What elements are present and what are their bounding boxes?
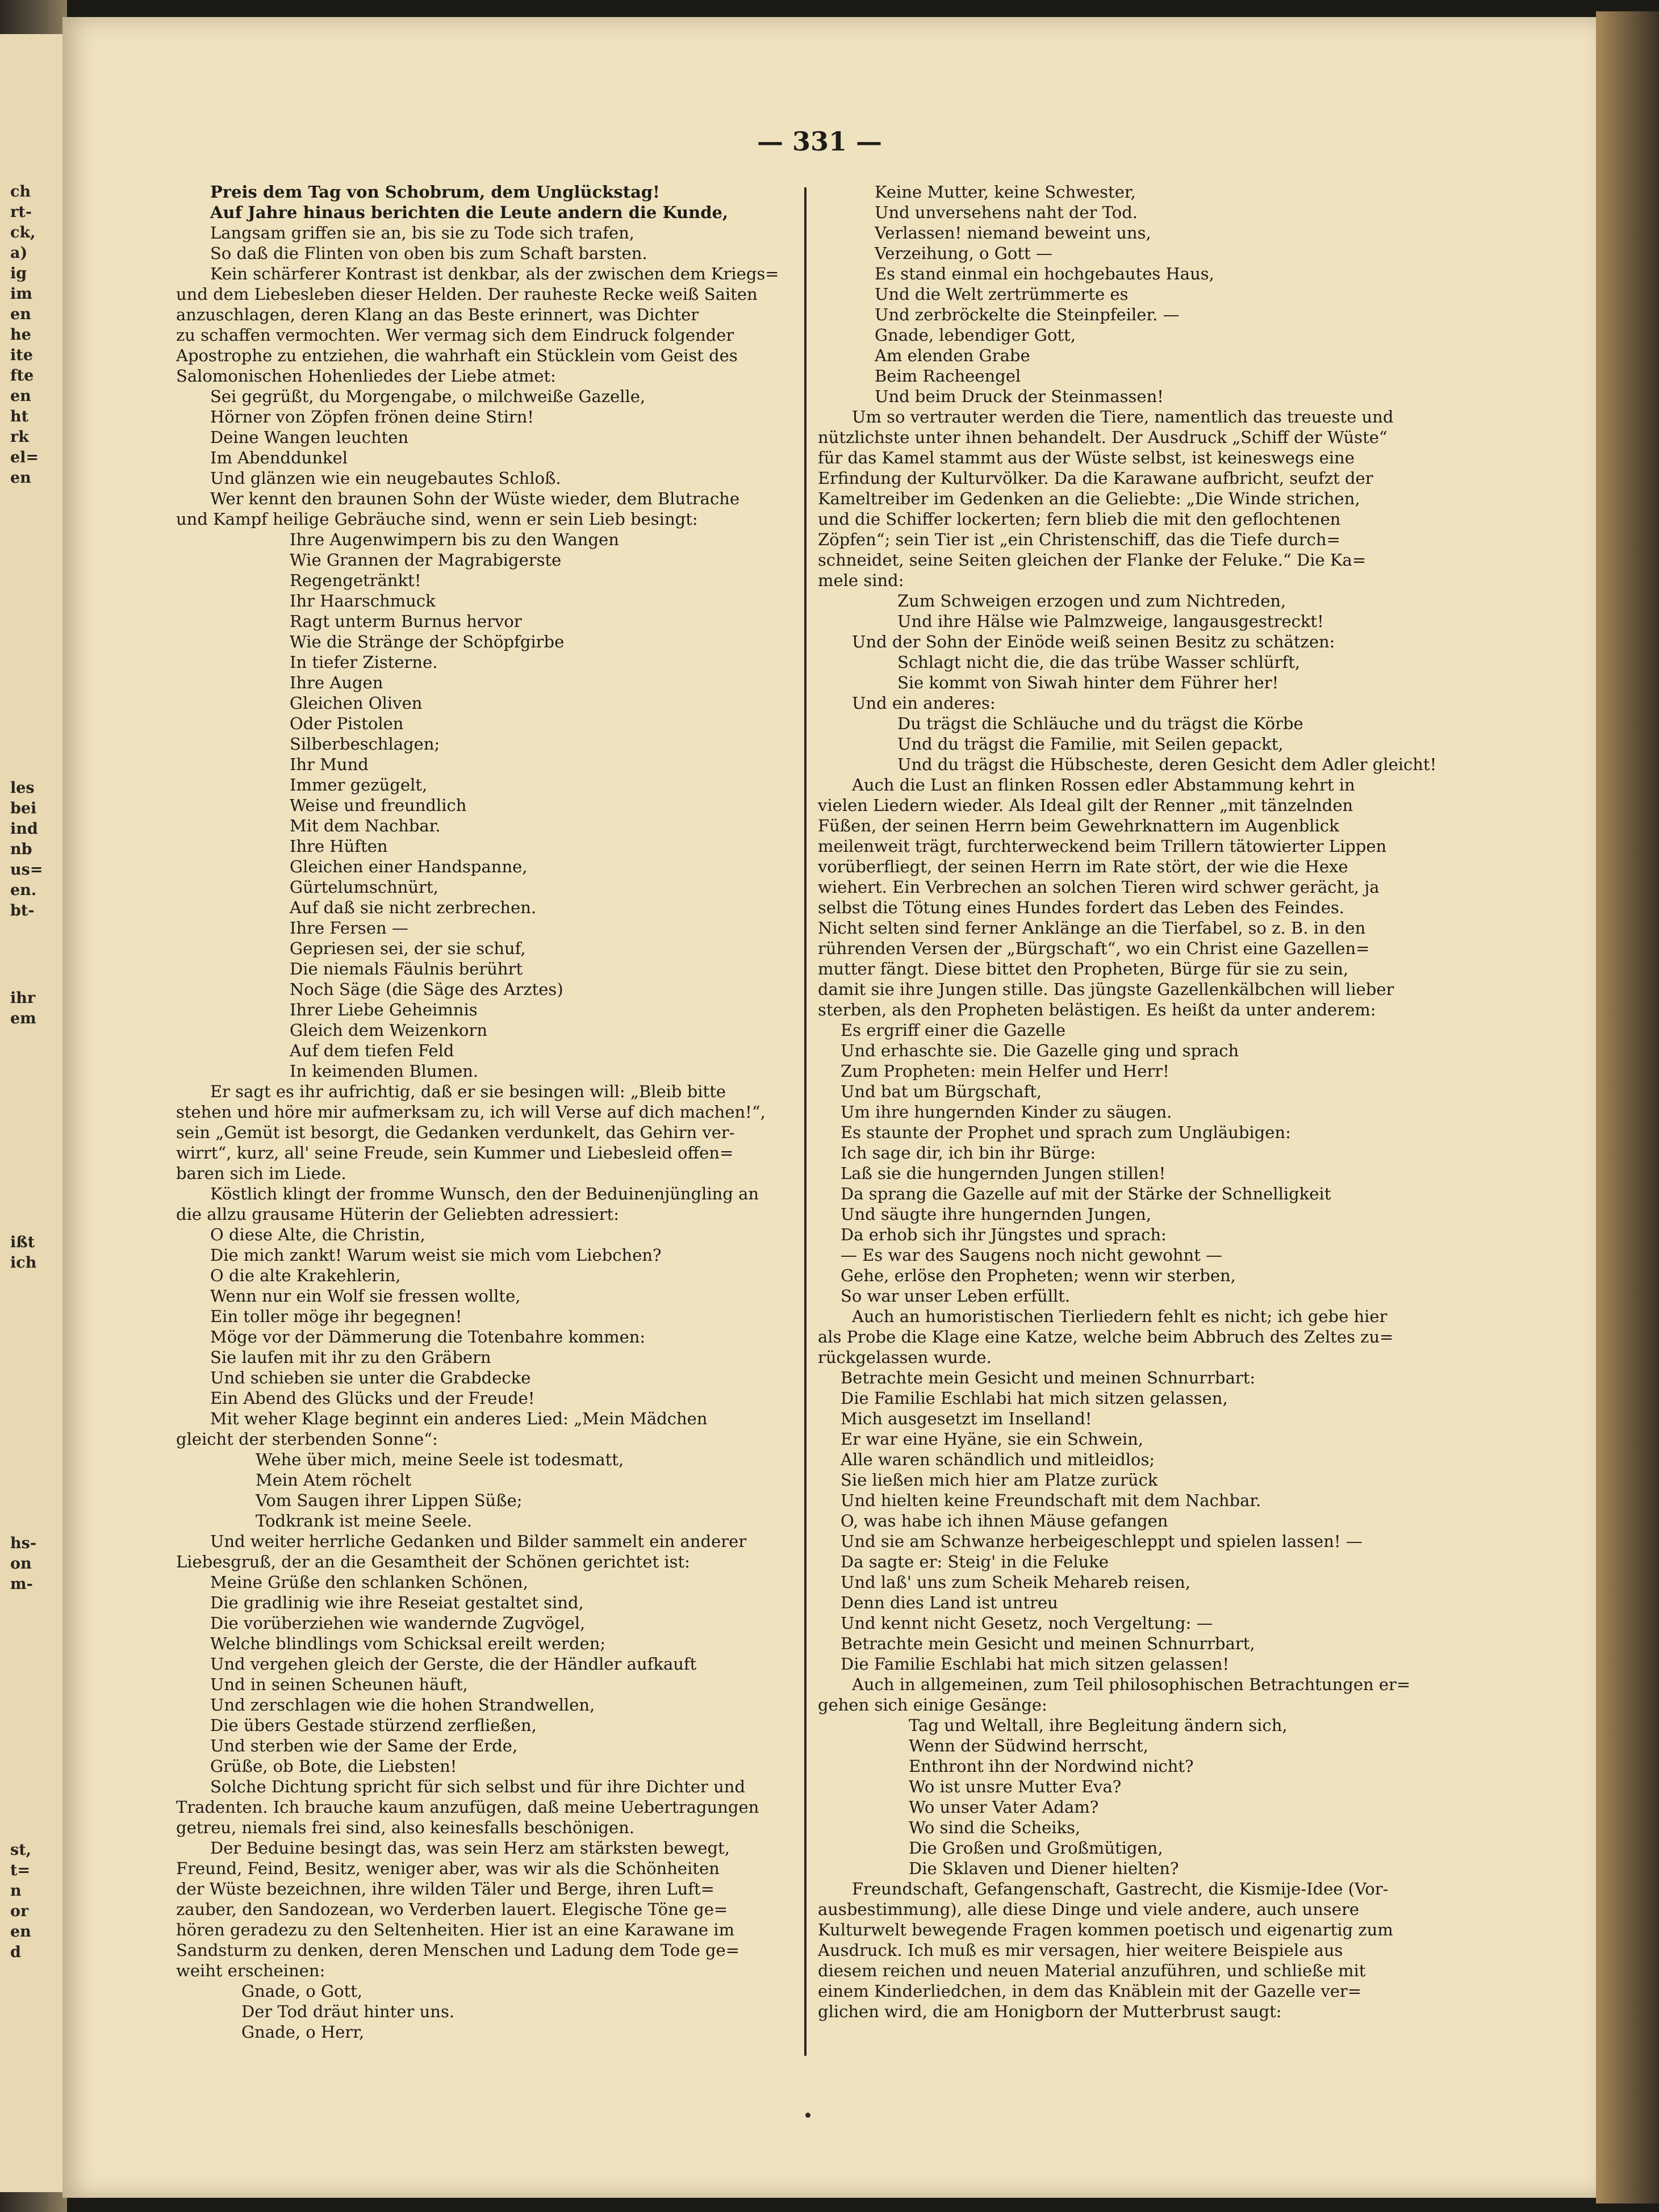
- fragment-line: ind: [10, 820, 38, 838]
- text-line: schneidet, seine Seiten gleichen der Flanke der Feluke.“ Die Ka=: [818, 550, 1367, 570]
- text-line: Wer kennt den braunen Sohn der Wüste wieder, dem Blutrache: [210, 489, 740, 508]
- text-line: rührenden Versen der „Bürgschaft“, wo ein Christ eine Gazellen=: [818, 939, 1370, 958]
- fragment-line: nb: [10, 841, 32, 858]
- text-line: Oder Pistolen: [290, 714, 404, 733]
- text-line: Vom Saugen ihrer Lippen Süße;: [256, 1491, 523, 1510]
- text-line: Und du trägst die Hübscheste, deren Gesicht dem Adler gleicht!: [897, 755, 1437, 774]
- text-line: Wie Grannen der Magrabigerste: [290, 550, 562, 570]
- fragment-line: n: [10, 1882, 22, 1900]
- text-line: Mit weher Klage beginnt ein anderes Lied: „Mein Mädchen: [210, 1409, 708, 1428]
- text-line: Ihre Fersen —: [290, 918, 408, 938]
- text-line: Alle waren schändlich und mitleidlos;: [841, 1450, 1155, 1469]
- fragment-line: en: [10, 1923, 31, 1941]
- fragment-line: im: [10, 285, 32, 303]
- text-line: Und beim Druck der Steinmassen!: [875, 387, 1164, 406]
- text-line: weiht erscheinen:: [176, 1961, 325, 1980]
- text-line: Du trägst die Schläuche und du trägst die Körbe: [897, 714, 1303, 733]
- text-line: rückgelassen wurde.: [818, 1348, 992, 1367]
- text-line: Deine Wangen leuchten: [210, 428, 409, 447]
- text-line: mele sind:: [818, 571, 904, 590]
- fragment-line: el=: [10, 449, 39, 466]
- fragment-line: ig: [10, 265, 27, 282]
- text-line: zauber, den Sandozean, wo Verderben lauert. Elegische Töne ge=: [176, 1900, 728, 1919]
- text-line: Noch Säge (die Säge des Arztes): [290, 980, 563, 999]
- fragment-line: us=: [10, 861, 43, 879]
- text-line: Die Familie Eschlabi hat mich sitzen gelassen,: [841, 1389, 1228, 1408]
- text-line: nützlichste unter ihnen behandelt. Der Ausdruck „Schiff der Wüste“: [818, 428, 1388, 447]
- text-line: Todkrank ist meine Seele.: [256, 1511, 473, 1531]
- text-line: Und der Sohn der Einöde weiß seinen Besitz zu schätzen:: [852, 632, 1335, 651]
- text-line: sein „Gemüt ist besorgt, die Gedanken verdunkelt, das Gehirn ver-: [176, 1123, 735, 1142]
- text-line: Da sagte er: Steig' in die Feluke: [841, 1552, 1109, 1571]
- fragment-line: ite: [10, 346, 33, 364]
- text-line: Zöpfen“; sein Tier ist „ein Christenschiff, das die Tiefe durch=: [818, 530, 1340, 549]
- text-line: Am elenden Grabe: [875, 346, 1030, 365]
- text-line: Verzeihung, o Gott —: [875, 244, 1052, 263]
- text-line: So war unser Leben erfüllt.: [841, 1286, 1071, 1306]
- text-line: Wenn nur ein Wolf sie fressen wollte,: [210, 1286, 521, 1306]
- text-line: Denn dies Land ist untreu: [841, 1593, 1058, 1612]
- right-column: [818, 182, 1443, 2056]
- text-line: einem Kinderliedchen, in dem das Knäblein mit der Gazelle ver=: [818, 1981, 1362, 2001]
- text-line: Auch in allgemeinen, zum Teil philosophischen Betrachtungen er=: [852, 1675, 1411, 1694]
- text-line: Und unversehens naht der Tod.: [875, 203, 1138, 222]
- column-divider: [804, 187, 806, 2056]
- text-line: Und du trägst die Familie, mit Seilen gepackt,: [897, 734, 1284, 754]
- text-line: die allzu grausame Hüterin der Geliebten adressiert:: [176, 1205, 619, 1224]
- text-line: Ihre Augenwimpern bis zu den Wangen: [290, 530, 619, 549]
- text-line: Preis dem Tag von Schobrum, dem Unglückstag!: [210, 182, 660, 202]
- text-line: Mich ausgesetzt im Inselland!: [841, 1409, 1092, 1428]
- fragment-line: rt-: [10, 203, 32, 221]
- text-line: Und vergehen gleich der Gerste, die der Händler aufkauft: [210, 1654, 697, 1674]
- fragment-line: ht: [10, 408, 29, 425]
- text-line: Köstlich klingt der fromme Wunsch, den der Beduinenjüngling an: [210, 1184, 759, 1203]
- text-line: Kulturwelt bewegende Fragen kommen poetisch und eigenartig zum: [818, 1920, 1393, 1939]
- text-line: Ausdruck. Ich muß es mir versagen, hier weitere Beispiele aus: [818, 1941, 1343, 1960]
- text-line: Gehe, erlöse den Propheten; wenn wir sterben,: [841, 1266, 1236, 1285]
- text-line: Gleichen Oliven: [290, 693, 423, 713]
- fragment-line: m-: [10, 1575, 33, 1593]
- text-line: Gnade, o Gott,: [241, 1981, 363, 2001]
- fragment-line: on: [10, 1555, 32, 1573]
- text-line: Weise und freundlich: [290, 796, 467, 815]
- text-line: Da sprang die Gazelle auf mit der Stärke der Schnelligkeit: [841, 1184, 1331, 1203]
- fragment-line: t=: [10, 1862, 31, 1879]
- fragment-line: ißt: [10, 1233, 35, 1251]
- text-line: Die gradlinig wie ihre Reseiat gestaltet sind,: [210, 1593, 584, 1612]
- text-line: Zum Propheten: mein Helfer und Herr!: [841, 1061, 1169, 1081]
- previous-page-fragment: [10, 1840, 31, 1963]
- fragment-line: en: [10, 469, 31, 487]
- text-line: Und zerschlagen wie die hohen Strandwellen,: [210, 1695, 595, 1715]
- text-line: Erfindung der Kulturvölker. Da die Karawane aufbricht, seufzt der: [818, 469, 1373, 488]
- text-line: Auf daß sie nicht zerbrechen.: [290, 898, 537, 917]
- text-line: Sandsturm zu denken, deren Menschen und Ladung dem Tode ge=: [176, 1941, 740, 1960]
- text-line: In tiefer Zisterne.: [290, 653, 438, 672]
- text-line: Apostrophe zu entziehen, die wahrhaft ein Stücklein vom Geist des: [176, 346, 738, 365]
- text-line: Wie die Stränge der Schöpfgirbe: [290, 632, 565, 651]
- text-line: Langsam griffen sie an, bis sie zu Tode sich trafen,: [210, 223, 635, 242]
- text-line: Und laß' uns zum Scheik Mehareb reisen,: [841, 1573, 1191, 1592]
- text-line: Ihr Mund: [290, 755, 369, 774]
- text-line: mutter fängt. Diese bittet den Propheten, Bürge für sie zu sein,: [818, 959, 1349, 979]
- fragment-line: en: [10, 387, 31, 405]
- text-line: Tradenten. Ich brauche kaum anzufügen, daß meine Uebertragungen: [176, 1797, 759, 1817]
- text-line: Zum Schweigen erzogen und zum Nichtreden,: [897, 591, 1286, 611]
- fragment-line: bt-: [10, 902, 35, 919]
- text-line: Schlagt nicht die, die das trübe Wasser schlürft,: [897, 653, 1301, 672]
- text-line: Und die Welt zertrümmerte es: [875, 285, 1129, 304]
- text-line: Nicht selten sind ferner Anklänge an die Tierfabel, so z. B. in den: [818, 918, 1366, 938]
- fragment-line: les: [10, 779, 35, 797]
- text-line: Der Tod dräut hinter uns.: [241, 2002, 455, 2021]
- text-line: Möge vor der Dämmerung die Totenbahre kommen:: [210, 1327, 646, 1347]
- text-line: In keimenden Blumen.: [290, 1061, 479, 1081]
- fragment-line: ck,: [10, 224, 36, 241]
- text-line: Die Großen und Großmütigen,: [909, 1838, 1163, 1858]
- fragment-line: em: [10, 1010, 36, 1027]
- text-line: Und weiter herrliche Gedanken und Bilder sammelt ein anderer: [210, 1532, 747, 1551]
- text-line: Auf dem tiefen Feld: [290, 1041, 454, 1060]
- fragment-line: or: [10, 1902, 29, 1920]
- text-line: Im Abenddunkel: [210, 448, 348, 467]
- text-line: Tag und Weltall, ihre Begleitung ändern sich,: [909, 1716, 1288, 1735]
- text-line: Die mich zankt! Warum weist sie mich vom Liebchen?: [210, 1245, 662, 1265]
- text-line: Meine Grüße den schlanken Schönen,: [210, 1573, 528, 1592]
- text-line: glichen wird, die am Honigborn der Mutterbrust saugt:: [818, 2002, 1282, 2021]
- text-line: Die Sklaven und Diener hielten?: [909, 1859, 1179, 1878]
- text-line: Sei gegrüßt, du Morgengabe, o milchweiße Gazelle,: [210, 387, 646, 406]
- text-line: baren sich im Liede.: [176, 1164, 346, 1183]
- text-line: Er war eine Hyäne, sie ein Schwein,: [841, 1429, 1143, 1449]
- text-line: Mein Atem röchelt: [256, 1470, 412, 1490]
- fragment-line: en: [10, 306, 31, 323]
- text-line: Und zerbröckelte die Steinpfeiler. —: [875, 305, 1180, 324]
- text-line: Auf Jahre hinaus berichten die Leute andern die Kunde,: [210, 203, 729, 222]
- ink-dot: [805, 2113, 810, 2118]
- text-line: Es staunte der Prophet und sprach zum Ungläubigen:: [841, 1123, 1291, 1142]
- text-line: O, was habe ich ihnen Mäuse gefangen: [841, 1511, 1168, 1531]
- text-line: anzuschlagen, deren Klang an das Beste erinnert, was Dichter: [176, 305, 699, 324]
- page-stack-edge-right: [1596, 11, 1659, 2203]
- fragment-line: ch: [10, 183, 31, 200]
- text-line: Da erhob sich ihr Jüngstes und sprach:: [841, 1225, 1167, 1244]
- text-line: meilenweit trägt, furchterweckend beim Trillern tätowierter Lippen: [818, 837, 1387, 856]
- text-line: Solche Dichtung spricht für sich selbst und für ihre Dichter und: [210, 1777, 746, 1796]
- text-line: Kein schärferer Kontrast ist denkbar, als der zwischen dem Kriegs=: [210, 264, 779, 283]
- text-line: O diese Alte, die Christin,: [210, 1225, 425, 1244]
- text-line: Und ihre Hälse wie Palmzweige, langausgestreckt!: [897, 612, 1324, 631]
- text-line: Gleich dem Weizenkorn: [290, 1021, 488, 1040]
- text-line: als Probe die Klage eine Katze, welche beim Abbruch des Zeltes zu=: [818, 1327, 1394, 1347]
- text-line: gehen sich einige Gesänge:: [818, 1695, 1047, 1715]
- text-line: Die niemals Fäulnis berührt: [290, 959, 523, 979]
- text-line: Grüße, ob Bote, die Liebsten!: [210, 1757, 457, 1776]
- text-line: Sie kommt von Siwah hinter dem Führer her!: [897, 673, 1279, 692]
- text-line: Und hielten keine Freundschaft mit dem Nachbar.: [841, 1491, 1261, 1510]
- text-line: damit sie ihre Jungen stille. Das jüngste Gazellenkälbchen will lieber: [818, 980, 1394, 999]
- text-line: Um so vertrauter werden die Tiere, namentlich das treueste und: [852, 407, 1394, 426]
- text-line: Sie laufen mit ihr zu den Gräbern: [210, 1348, 491, 1367]
- fragment-line: en.: [10, 881, 37, 899]
- fragment-line: rk: [10, 428, 29, 446]
- text-line: Und erhaschte sie. Die Gazelle ging und sprach: [841, 1041, 1239, 1060]
- text-line: Betrachte mein Gesicht und meinen Schnurrbart:: [841, 1368, 1256, 1387]
- text-line: Ihr Haarschmuck: [290, 591, 436, 611]
- fragment-line: he: [10, 326, 31, 344]
- text-line: Gürtelumschnürt,: [290, 877, 438, 897]
- fragment-line: ihr: [10, 989, 36, 1007]
- text-line: ausbestimmung), alle diese Dinge und viele andere, auch unsere: [818, 1900, 1359, 1919]
- text-line: Regengetränkt!: [290, 571, 421, 590]
- text-line: Und kennt nicht Gesetz, noch Vergeltung: —: [841, 1613, 1213, 1633]
- fragment-line: fte: [10, 367, 34, 384]
- text-line: Ihre Hüften: [290, 837, 388, 856]
- left-column: [176, 182, 801, 2056]
- text-line: Wehe über mich, meine Seele ist todesmatt,: [256, 1450, 624, 1469]
- text-line: Hörner von Zöpfen frönen deine Stirn!: [210, 407, 534, 426]
- text-line: Und glänzen wie ein neugebautes Schloß.: [210, 469, 561, 488]
- text-line: Gepriesen sei, der sie schuf,: [290, 939, 526, 958]
- text-line: Wo ist unsre Mutter Eva?: [909, 1777, 1122, 1796]
- text-line: Ich sage dir, ich bin ihr Bürge:: [841, 1143, 1096, 1163]
- text-line: Und ein anderes:: [852, 693, 996, 713]
- text-line: Und bat um Bürgschaft,: [841, 1082, 1042, 1101]
- text-line: So daß die Flinten von oben bis zum Schaft barsten.: [210, 244, 647, 263]
- text-line: gleicht der sterbenden Sonne“:: [176, 1429, 438, 1449]
- text-line: Ein Abend des Glücks und der Freude!: [210, 1389, 535, 1408]
- text-line: Keine Mutter, keine Schwester,: [875, 182, 1136, 202]
- fragment-line: st,: [10, 1841, 32, 1859]
- text-line: und dem Liebesleben dieser Helden. Der rauheste Recke weiß Saiten: [176, 285, 758, 304]
- text-line: Ihre Augen: [290, 673, 383, 692]
- text-line: selbst die Tötung eines Hundes fordert das Leben des Feindes.: [818, 898, 1344, 917]
- text-line: Ein toller möge ihr begegnen!: [210, 1307, 462, 1326]
- text-line: Ihrer Liebe Geheimnis: [290, 1000, 478, 1019]
- text-line: Und schieben sie unter die Grabdecke: [210, 1368, 531, 1387]
- fragment-line: d: [10, 1943, 21, 1961]
- text-line: Welche blindlings vom Schicksal ereilt werden;: [210, 1634, 606, 1653]
- text-line: Und säugte ihre hungernden Jungen,: [841, 1205, 1152, 1224]
- text-line: sterben, als den Propheten belästigen. Es heißt da unter anderem:: [818, 1000, 1376, 1019]
- text-line: Und sterben wie der Same der Erde,: [210, 1736, 518, 1755]
- text-line: wiehert. Ein Verbrechen an solchen Tieren wird schwer gerächt, ja: [818, 877, 1380, 897]
- text-line: zu schaffen vermochten. Wer vermag sich dem Eindruck folgender: [176, 325, 734, 345]
- fragment-line: hs-: [10, 1534, 37, 1552]
- text-line: Verlassen! niemand beweint uns,: [875, 223, 1151, 242]
- text-line: getreu, niemals frei sind, also keinesfalls beschönigen.: [176, 1818, 634, 1837]
- text-line: Der Beduine besingt das, was sein Herz am stärksten bewegt,: [210, 1838, 730, 1858]
- text-line: Die Familie Eschlabi hat mich sitzen gelassen!: [841, 1654, 1230, 1674]
- text-line: Gnade, lebendiger Gott,: [875, 325, 1076, 345]
- text-line: Gleichen einer Handspanne,: [290, 857, 528, 876]
- text-line: Auch die Lust an flinken Rossen edler Abstammung kehrt in: [852, 775, 1355, 795]
- text-line: Wo sind die Scheiks,: [909, 1818, 1081, 1837]
- text-line: Kameltreiber im Gedenken an die Geliebte: „Die Winde strichen,: [818, 489, 1360, 508]
- text-line: Beim Racheengel: [875, 366, 1021, 386]
- fragment-line: bei: [10, 800, 37, 817]
- text-line: und Kampf heilige Gebräuche sind, wenn er sein Lieb besingt:: [176, 509, 698, 529]
- text-line: vorüberfliegt, der seinen Herrn im Rate stört, der wie die Hexe: [818, 857, 1348, 876]
- text-line: vielen Liedern wieder. Als Ideal gilt der Renner „mit tänzelnden: [818, 796, 1353, 815]
- previous-page-fragment: [10, 1533, 36, 1595]
- text-line: Wenn der Südwind herrscht,: [909, 1736, 1148, 1755]
- previous-page-fragment: [10, 1232, 36, 1273]
- text-line: Es stand einmal ein hochgebautes Haus,: [875, 264, 1214, 283]
- text-line: Die vorüberziehen wie wandernde Zugvögel,: [210, 1613, 586, 1633]
- text-line: hören geradezu zu den Seltenheiten. Hier ist an eine Karawane im: [176, 1920, 735, 1939]
- text-line: Salomonischen Hohenliedes der Liebe atmet:: [176, 366, 556, 386]
- text-line: Er sagt es ihr aufrichtig, daß er sie besingen will: „Bleib bitte: [210, 1082, 726, 1101]
- text-line: Und sie am Schwanze herbeigeschleppt und spielen lassen! —: [841, 1532, 1363, 1551]
- previous-page-fragment: [10, 182, 39, 488]
- text-line: stehen und höre mir aufmerksam zu, ich will Verse auf dich machen!“,: [176, 1102, 766, 1122]
- text-line: Gnade, o Herr,: [241, 2022, 365, 2042]
- text-line: Sie ließen mich hier am Platze zurück: [841, 1470, 1158, 1490]
- text-line: diesem reichen und neuen Material anzuführen, und schließe mit: [818, 1961, 1366, 1980]
- text-line: Immer gezügelt,: [290, 775, 428, 795]
- previous-page-fragment: [10, 778, 43, 921]
- text-line: für das Kamel stammt aus der Wüste selbst, ist keineswegs eine: [818, 448, 1355, 467]
- fragment-line: a): [10, 244, 28, 262]
- text-line: Wo unser Vater Adam?: [909, 1797, 1099, 1817]
- text-line: Die übers Gestade stürzend zerfließen,: [210, 1716, 537, 1735]
- text-line: Liebesgruß, der an die Gesamtheit der Schönen gerichtet ist:: [176, 1552, 690, 1571]
- text-line: Auch an humoristischen Tierliedern fehlt es nicht; ich gebe hier: [852, 1307, 1388, 1326]
- page-number: — 331 —: [757, 126, 883, 157]
- text-line: Füßen, der seinen Herrn beim Gewehrknattern im Augenblick: [818, 816, 1339, 835]
- text-line: Freundschaft, Gefangenschaft, Gastrecht, die Kismije-Idee (Vor-: [852, 1879, 1389, 1899]
- text-line: O die alte Krakehlerin,: [210, 1266, 401, 1285]
- text-line: wirrt“, kurz, all' seine Freude, sein Kummer und Liebesleid offen=: [176, 1143, 734, 1163]
- text-line: Es ergriff einer die Gazelle: [841, 1021, 1066, 1040]
- text-line: Enthront ihn der Nordwind nicht?: [909, 1757, 1194, 1776]
- text-line: Laß sie die hungernden Jungen stillen!: [841, 1164, 1166, 1183]
- text-line: Silberbeschlagen;: [290, 734, 440, 754]
- text-line: Freund, Feind, Besitz, weniger aber, was wir als die Schönheiten: [176, 1859, 720, 1878]
- text-line: Ragt unterm Burnus hervor: [290, 612, 522, 631]
- fragment-line: ich: [10, 1254, 37, 1272]
- text-line: Um ihre hungernden Kinder zu säugen.: [841, 1102, 1172, 1122]
- text-line: Mit dem Nachbar.: [290, 816, 441, 835]
- text-line: — Es war des Saugens noch nicht gewohnt —: [841, 1245, 1223, 1265]
- previous-page-fragment: [10, 988, 36, 1029]
- text-line: Und in seinen Scheunen häuft,: [210, 1675, 468, 1694]
- text-line: Betrachte mein Gesicht und meinen Schnurrbart,: [841, 1634, 1255, 1653]
- text-line: und die Schiffer lockerten; fern blieb die mit den geflochtenen: [818, 509, 1341, 529]
- text-line: der Wüste bezeichnen, ihre wilden Täler und Berge, ihren Luft=: [176, 1879, 714, 1899]
